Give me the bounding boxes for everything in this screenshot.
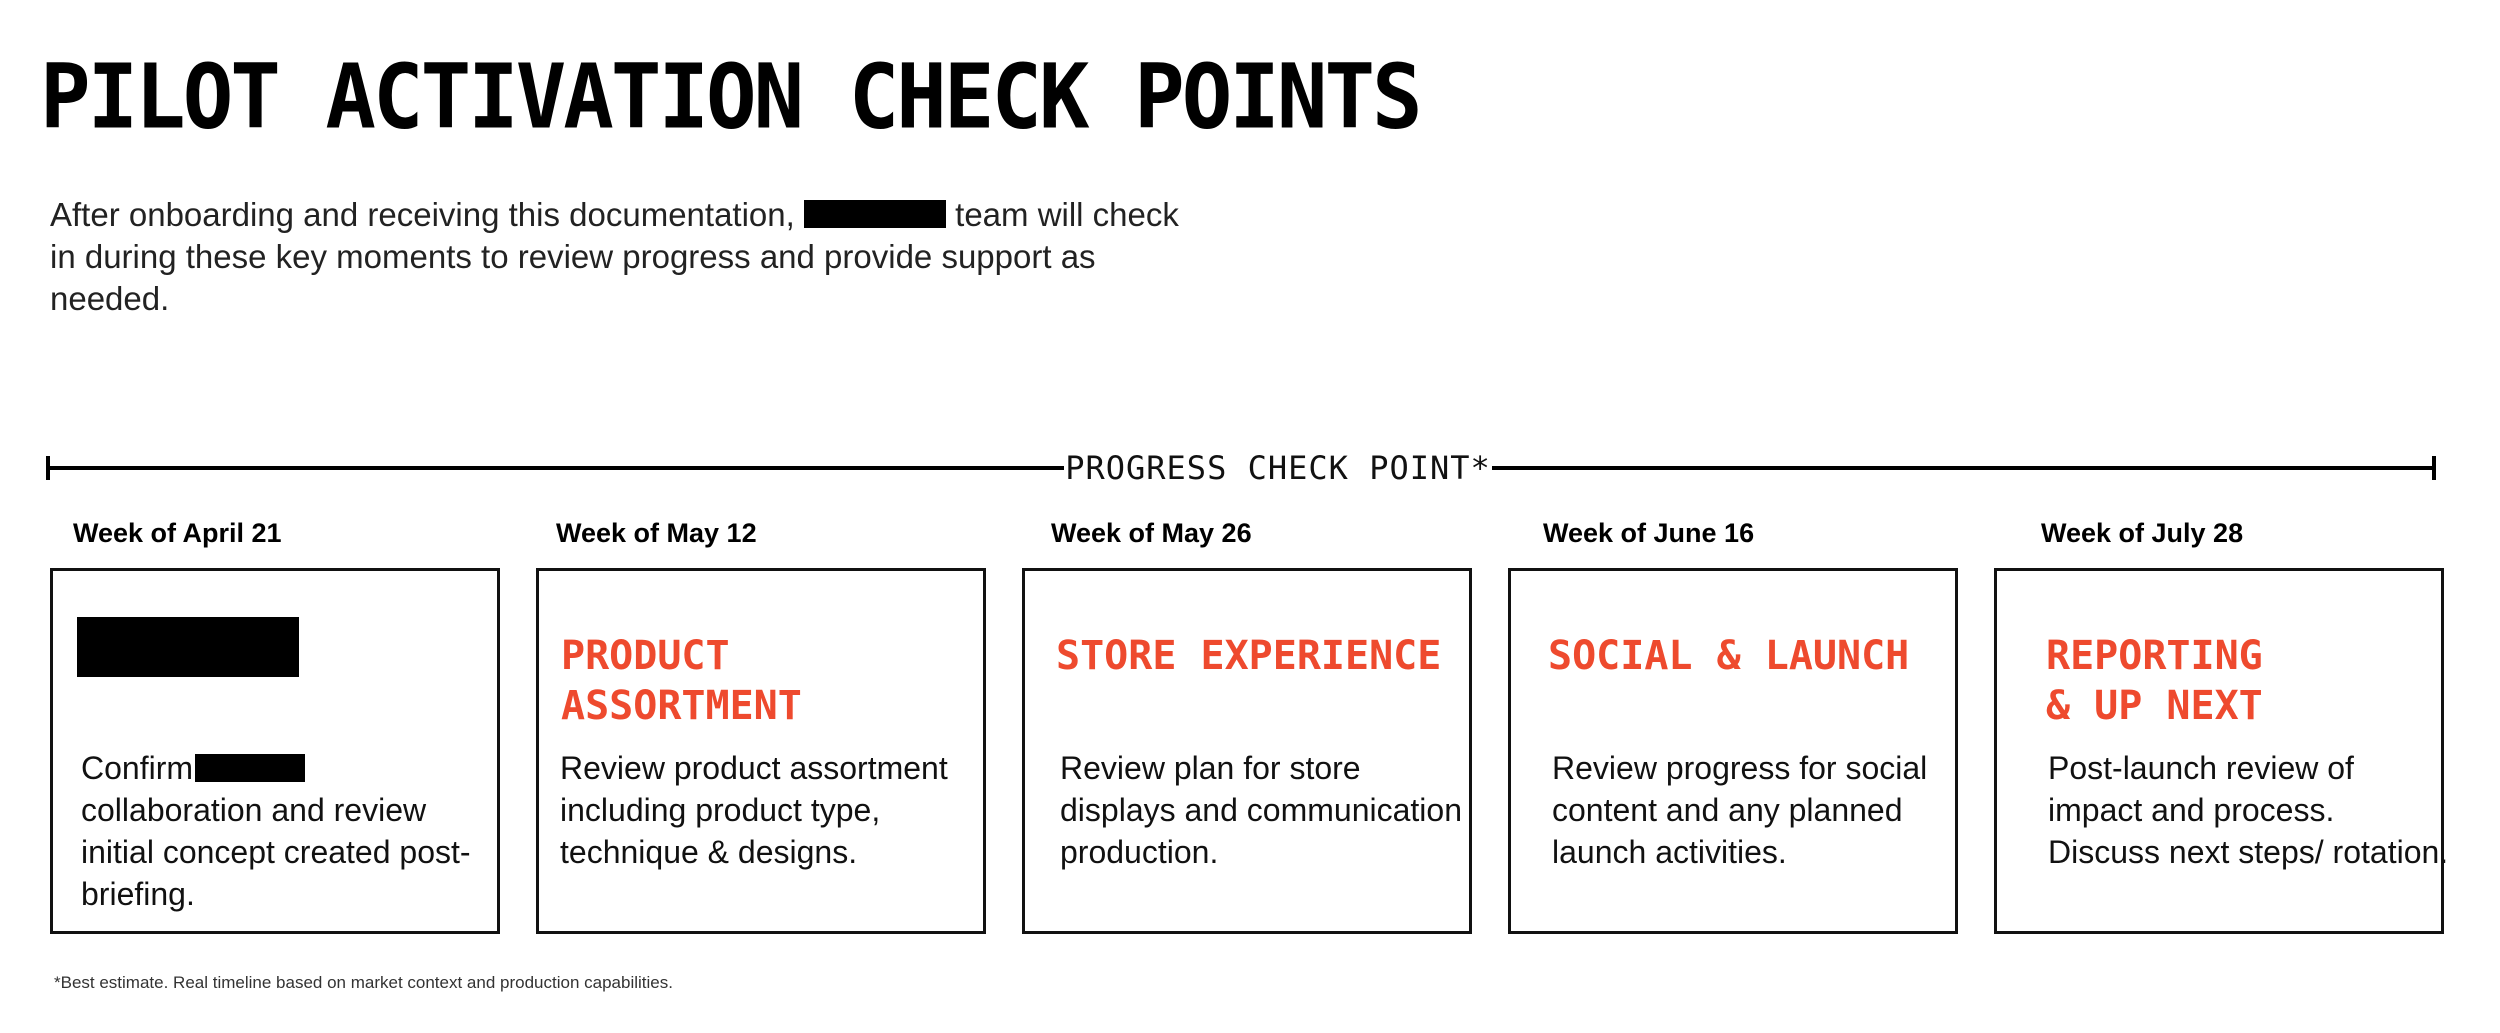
timeline-line-right [1492,466,2436,470]
page-title: PILOT ACTIVATION CHECK POINTS [40,44,1420,149]
redaction-block [195,754,305,782]
checkpoint-card-3 [1022,568,1472,934]
intro-text-end: team will check in during these key moments to review progress and provide support as needed. [50,196,1179,317]
card-heading-5: REPORTING & UP NEXT [2046,633,2263,729]
footnote: *Best estimate. Real timeline based on market context and production capabilities. [54,973,673,992]
week-label-2: Week of May 12 [556,518,757,548]
timeline-label: PROGRESS CHECK POINT* [1065,449,1491,487]
checkpoint-card-5 [1994,568,2449,934]
intro-paragraph [50,194,1180,320]
card-heading-2: PRODUCT ASSORTMENT [561,633,802,729]
card-body-1-start: Confirm [81,750,194,786]
checkpoint-card-2 [536,568,986,934]
checkpoint-card-4 [1508,568,1958,934]
checkpoint-card-1 [50,568,500,934]
progress-timeline [46,444,2436,492]
week-label-3: Week of May 26 [1051,518,1252,548]
week-label-5: Week of July 28 [2041,518,2244,548]
week-label-4: Week of June 16 [1543,518,1755,548]
card-heading-3: STORE EXPERIENCE [1056,633,1442,679]
timeline-end-cap [2432,456,2436,480]
week-label-1: Week of April 21 [73,518,282,548]
card-body-2: Review product assortment including product type, technique & designs. [560,750,948,870]
card-body-1 [81,747,487,915]
card-body-5: Post-launch review of impact and process. Discuss next steps/ rotation. [2048,750,2449,870]
intro-text-start: After onboarding and receiving this documentation, [50,196,795,233]
card-body-3: Review plan for store displays and communication production. [1060,750,1462,870]
card-body-4: Review progress for social content and any planned launch activities. [1552,750,1928,870]
redaction-block [804,200,946,228]
card-heading-4: SOCIAL & LAUNCH [1548,633,1910,679]
redacted-heading [77,617,299,677]
timeline-line-left [46,466,1064,470]
card-body-1-end: collaboration and review initial concept created post-briefing. [81,792,471,912]
